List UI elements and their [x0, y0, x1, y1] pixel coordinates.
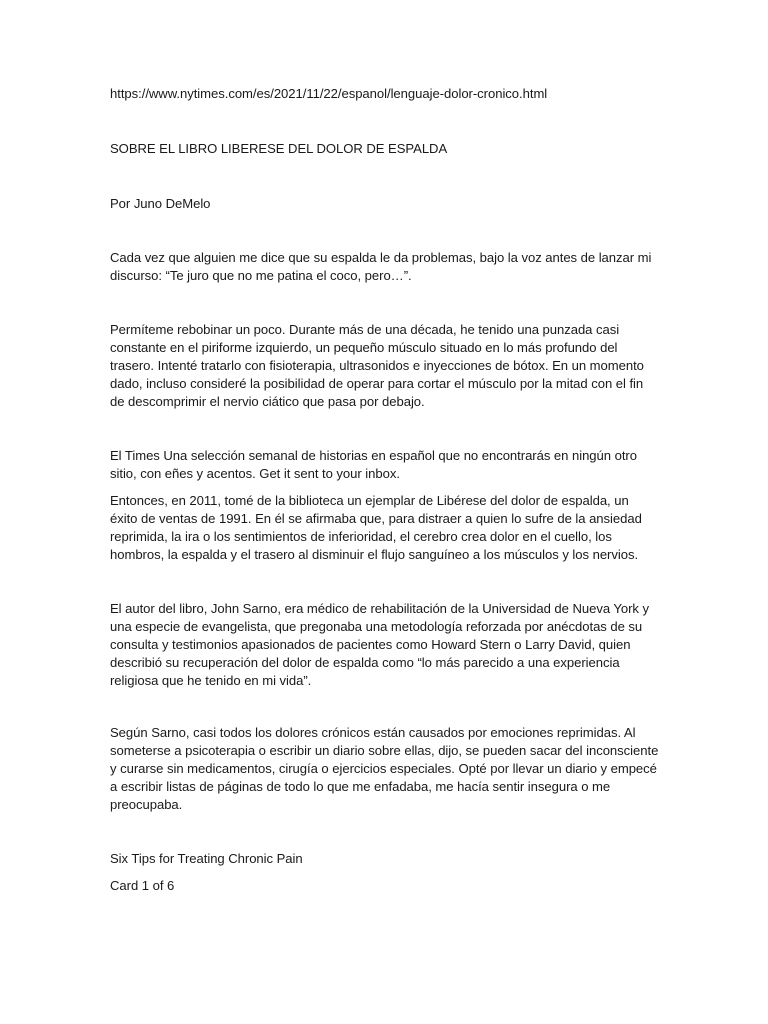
paragraph-line: describió su recuperación del dolor de espalda como “lo más parecido a una experiencia	[110, 655, 620, 670]
paragraph-line: someterse a psicoterapia o escribir un diario sobre ellas, dijo, se pueden sacar del inconsciente	[110, 743, 659, 758]
paragraph-line: y curarse sin medicamentos, cirugía o ejercicios especiales. Opté por llevar un diario y empecé	[110, 761, 657, 776]
paragraph-line: una especie de evangelista, que pregonaba una metodología reforzada por anécdotas de su	[110, 619, 643, 634]
paragraph-line: El Times Una selección semanal de historias en español que no encontrarás en ningún otro	[110, 448, 637, 463]
card-label	[110, 877, 645, 895]
paragraph-line: de descomprimir el nervio ciático que pasa por debajo.	[110, 394, 425, 409]
heading-text: SOBRE EL LIBRO LIBERESE DEL DOLOR DE ESPALDA	[110, 141, 448, 156]
paragraph-line: reprimida, la ira o los sentimientos de inferioridad, el cerebro crea dolor en el cuello, los	[110, 529, 612, 544]
paragraph-line: El autor del libro, John Sarno, era médico de rehabilitación de la Universidad de Nueva York y	[110, 601, 650, 616]
paragraph-line: sitio, con eñes y acentos. Get it sent to your inbox.	[110, 466, 400, 481]
paragraph-line: hombros, la espalda y el trasero al disminuir el flujo sanguíneo a los músculos y los nervios.	[110, 547, 639, 562]
tips-title-text: Six Tips for Treating Chronic Pain	[110, 851, 303, 866]
paragraph-line: dado, incluso consideré la posibilidad de operar para cortar el músculo por la mitad con el fin	[110, 376, 644, 391]
paragraph-line: religiosa que he tenido en mi vida”.	[110, 673, 312, 688]
paragraph-line: Permíteme rebobinar un poco. Durante más de una década, he tenido una punzada casi	[110, 322, 620, 337]
paragraph-line: a escribir listas de páginas de todo lo que me enfadaba, me hacía sentir insegura o me	[110, 779, 611, 794]
paragraph-line: éxito de ventas de 1991. En él se afirmaba que, para distraer a quien lo sufre de la ansiedad	[110, 511, 642, 526]
paragraph-4	[110, 492, 645, 564]
tips-title	[110, 850, 645, 868]
paragraph-1	[110, 249, 652, 285]
paragraph-line: trasero. Intenté tratarlo con fisioterapia, ultrasonidos e inyecciones de bótox. En un momento	[110, 358, 644, 373]
document-heading	[110, 140, 645, 158]
paragraph-5	[110, 600, 650, 690]
paragraph-line: Cada vez que alguien me dice que su espalda le da problemas, bajo la voz antes de lanzar mi	[110, 250, 652, 265]
paragraph-line: preocupaba.	[110, 797, 183, 812]
article-url	[110, 85, 645, 103]
paragraph-line: Entonces, en 2011, tomé de la biblioteca un ejemplar de Libérese del dolor de espalda, un	[110, 493, 629, 508]
newsletter-promo	[110, 447, 645, 483]
paragraph-6	[110, 724, 659, 814]
url-text: https://www.nytimes.com/es/2021/11/22/espanol/lenguaje-dolor-cronico.html	[110, 86, 548, 101]
paragraph-line: Según Sarno, casi todos los dolores crónicos están causados por emociones reprimidas. Al	[110, 725, 636, 740]
paragraph-line: constante en el piriforme izquierdo, un pequeño músculo situado en lo más profundo del	[110, 340, 618, 355]
card-label-text: Card 1 of 6	[110, 878, 175, 893]
paragraph-line: discurso: “Te juro que no me patina el coco, pero…”.	[110, 268, 412, 283]
paragraph-line: consulta y testimonios apasionados de pacientes como Howard Stern o Larry David, quien	[110, 637, 631, 652]
byline-text: Por Juno DeMelo	[110, 196, 211, 211]
byline	[110, 195, 645, 213]
paragraph-2	[110, 321, 645, 411]
